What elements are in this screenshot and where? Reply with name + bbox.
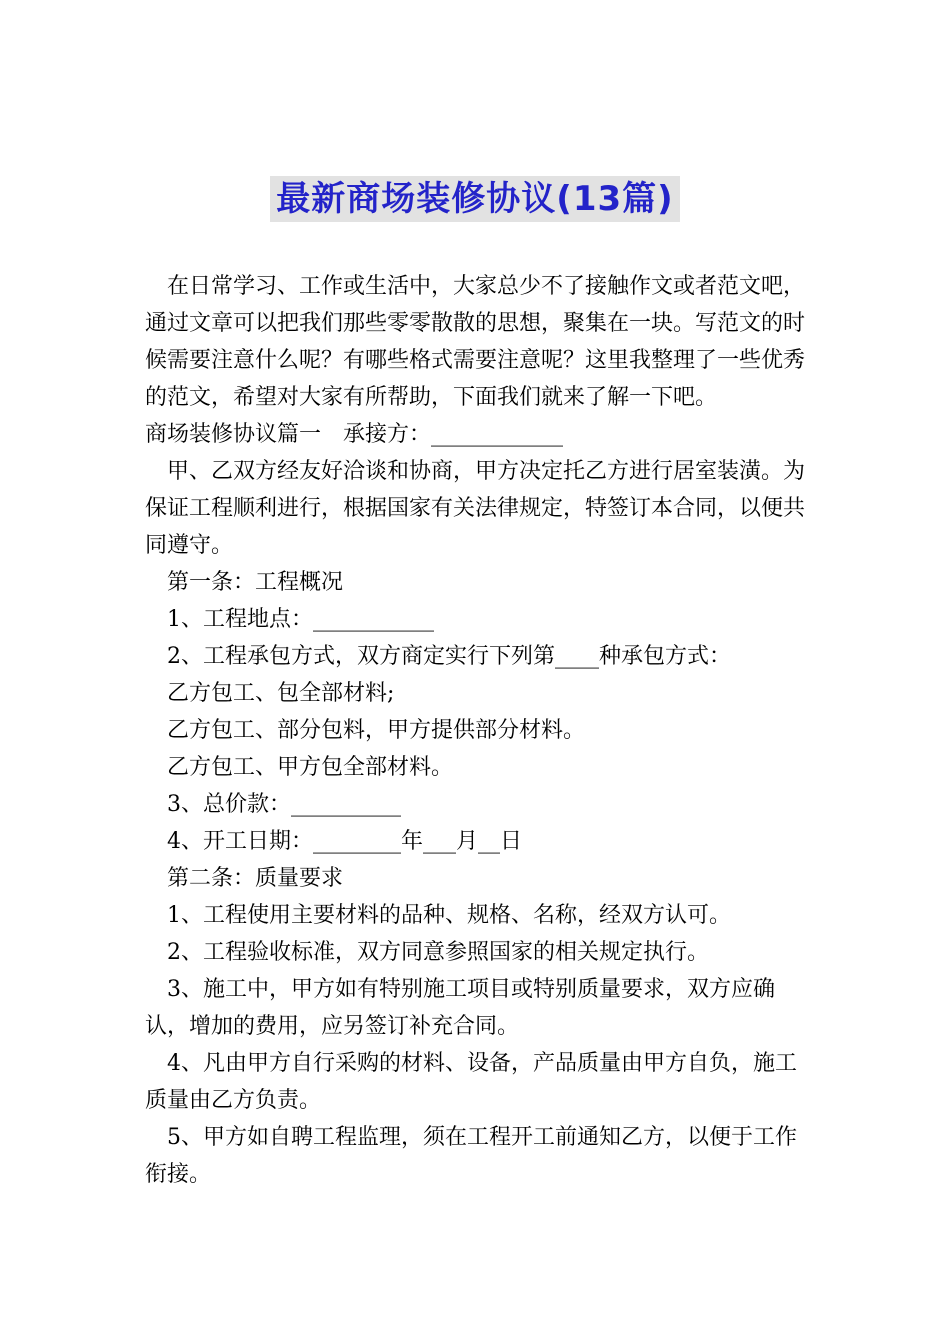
body-paragraph: 5、甲方如自聘工程监理，须在工程开工前通知乙方，以便于工作衔接。 bbox=[145, 1125, 797, 1187]
body-paragraph: 4、凡由甲方自行采购的材料、设备，产品质量由甲方自负，施工质量由乙方负责。 bbox=[145, 1051, 797, 1113]
body-paragraph: 2、工程承包方式，双方商定实行下列第____种承包方式： bbox=[167, 644, 731, 669]
title-container bbox=[0, 176, 950, 222]
body-paragraph: 乙方包工、部分包料，甲方提供部分材料。 bbox=[167, 718, 586, 743]
body-paragraph: 2、工程验收标准，双方同意参照国家的相关规定执行。 bbox=[167, 940, 709, 965]
body-paragraph: 乙方包工、包全部材料; bbox=[167, 681, 395, 706]
body-paragraph: 1、工程使用主要材料的品种、规格、名称，经双方认可。 bbox=[167, 903, 731, 928]
body-paragraph: 3、施工中，甲方如有特别施工项目或特别质量要求，双方应确认，增加的费用，应另签订补充合同。 bbox=[145, 977, 775, 1039]
article-heading: 第一条：工程概况 bbox=[167, 570, 344, 595]
intro-paragraph: 在日常学习、工作或生活中，大家总少不了接触作文或者范文吧，通过文章可以把我们那些零零散散的思想，聚集在一块。写范文的时候需要注意什么呢？有哪些格式需要注意呢？这里我整理了一些优秀的范文，希望对大家有所帮助，下面我们就来了解一下吧。 bbox=[145, 274, 806, 410]
document-body bbox=[145, 268, 810, 1193]
body-paragraph: 1、工程地点：___________ bbox=[167, 607, 434, 632]
body-paragraph: 3、总价款：__________ bbox=[167, 792, 401, 817]
body-paragraph: 4、开工日期：________年___月__日 bbox=[167, 829, 522, 854]
article-heading: 第二条：质量要求 bbox=[167, 866, 344, 891]
section-heading: 商场装修协议篇一 承接方：____________ bbox=[145, 422, 564, 447]
document-title: 最新商场装修协议(13篇) bbox=[270, 176, 679, 222]
body-paragraph: 甲、乙双方经友好洽谈和协商，甲方决定托乙方进行居室装潢。为保证工程顺利进行，根据国家有关法律规定，特签订本合同，以便共同遵守。 bbox=[145, 459, 806, 558]
body-paragraph: 乙方包工、甲方包全部材料。 bbox=[167, 755, 454, 780]
